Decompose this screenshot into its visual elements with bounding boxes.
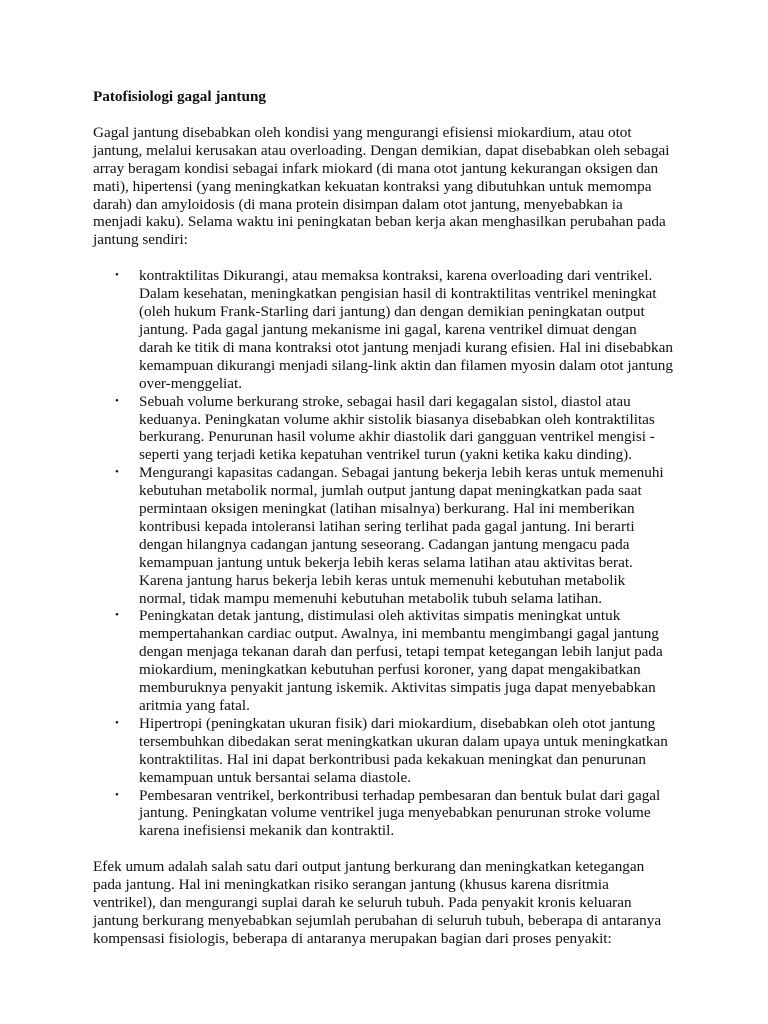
- intro-paragraph: Gagal jantung disebabkan oleh kondisi yang mengurangi efisiensi miokardium, atau otot jantung, melalui kerusakan atau overloading. Dengan demikian, dapat disebabkan oleh sebagai array beragam kondisi sebagai infark miokard (di mana otot jantung kekurangan oksigen dan mati), hipertensi (yang meningkatkan kekuatan kontraksi yang dibutuhkan untuk memompa darah) dan amyloidosis (di mana protein disimpan dalam otot jantung, menyebabkan ia menjadi kaku). Selama waktu ini peningkatan beban kerja akan menghasilkan perubahan pada jantung sendiri:: [93, 123, 670, 249]
- list-item: [93, 393, 673, 465]
- document-page: [93, 88, 673, 966]
- list-item: [93, 464, 673, 607]
- list-item-text: Pembesaran ventrikel, berkontribusi terhadap pembesaran dan bentuk bulat dari gagal jantung. Peningkatan volume ventrikel juga menyebabkan penurunan stroke volume karena inefisiensi mekanik dan kontraktil.: [139, 786, 661, 840]
- list-item: [93, 715, 673, 787]
- list-item: [93, 787, 673, 841]
- closing-paragraph: Efek umum adalah salah satu dari output jantung berkurang dan meningkatkan ketegangan pada jantung. Hal ini meningkatkan risiko serangan jantung (khusus karena disritmia ventrikel), dan mengurangi suplai darah ke seluruh tubuh. Pada penyakit kronis keluaran jantung berkurang menyebabkan sejumlah perubahan di seluruh tubuh, beberapa di antaranya kompensasi fisiologis, beberapa di antaranya merupakan bagian dari proses penyakit:: [93, 858, 662, 947]
- list-item-text: kontraktilitas Dikurangi, atau memaksa kontraksi, karena overloading dari ventrikel. Dalam kesehatan, meningkatkan pengisian hasil di kontraktilitas ventrikel meningkat (oleh hukum Frank-Starling dari jantung) dan dengan demikian peningkatan output jantung. Pada gagal jantung mekanisme ini gagal, karena ventrikel dimuat dengan darah ke titik di mana kontraksi otot jantung menjadi kurang efisien. Hal ini disebabkan kemampuan dikurangi menjadi silang-link aktin dan filamen myosin dalam otot jantung over-menggeliat.: [139, 267, 673, 392]
- bullet-icon: •: [115, 609, 119, 622]
- bullet-icon: •: [115, 466, 119, 479]
- document-title: Patofisiologi gagal jantung: [93, 88, 266, 105]
- list-item-text: Hipertropi (peningkatan ukuran fisik) dari miokardium, disebabkan oleh otot jantung tersembuhkan dibedakan serat meningkatkan ukuran dalam upaya untuk meningkatkan kontraktilitas. Hal ini dapat berkontribusi pada kekakuan meningkat dan penurunan kemampuan untuk bersantai selama diastole.: [139, 714, 668, 786]
- list-item: [93, 607, 673, 714]
- bullet-icon: •: [115, 716, 119, 729]
- list-item-text: Peningkatan detak jantung, distimulasi oleh aktivitas simpatis meningkat untuk mempertahankan cardiac output. Awalnya, ini membantu mengimbangi gagal jantung dengan menjaga tekanan darah dan perfusi, tetapi tempat ketegangan lebih lanjut pada miokardium, meningkatkan kebutuhan perfusi koroner, yang dapat mengakibatkan memburuknya penyakit jantung iskemik. Aktivitas simpatis juga dapat menyebabkan aritmia yang fatal.: [139, 607, 663, 714]
- bullet-icon: •: [115, 269, 119, 282]
- bullet-icon: •: [115, 394, 119, 407]
- list-item-text: Sebuah volume berkurang stroke, sebagai hasil dari kegagalan sistol, diastol atau keduanya. Peningkatan volume akhir sistolik biasanya disebabkan oleh kontraktilitas berkurang. Penurunan hasil volume akhir diastolik dari gangguan ventrikel mengisi - seperti yang terjadi ketika kepatuhan ventrikel turun (yakni ketika kaku dinding).: [139, 392, 655, 464]
- list-item-text: Mengurangi kapasitas cadangan. Sebagai jantung bekerja lebih keras untuk memenuhi kebutuhan metabolik normal, jumlah output jantung dapat meningkatkan pada saat permintaan oksigen meningkat (latihan misalnya) berkurang. Hal ini memberikan kontribusi kepada intoleransi latihan sering terlihat pada gagal jantung. Ini berarti dengan hilangnya cadangan jantung seseorang. Cadangan jantung mengacu pada kemampuan jantung untuk bekerja lebih keras selama latihan atau aktivitas berat. Karena jantung harus bekerja lebih keras untuk memenuhi kebutuhan metabolik normal, tidak mampu memenuhi kebutuhan metabolik tubuh selama latihan.: [139, 464, 664, 607]
- bullet-icon: •: [115, 788, 119, 801]
- changes-list: [93, 267, 673, 840]
- list-item: [93, 267, 673, 392]
